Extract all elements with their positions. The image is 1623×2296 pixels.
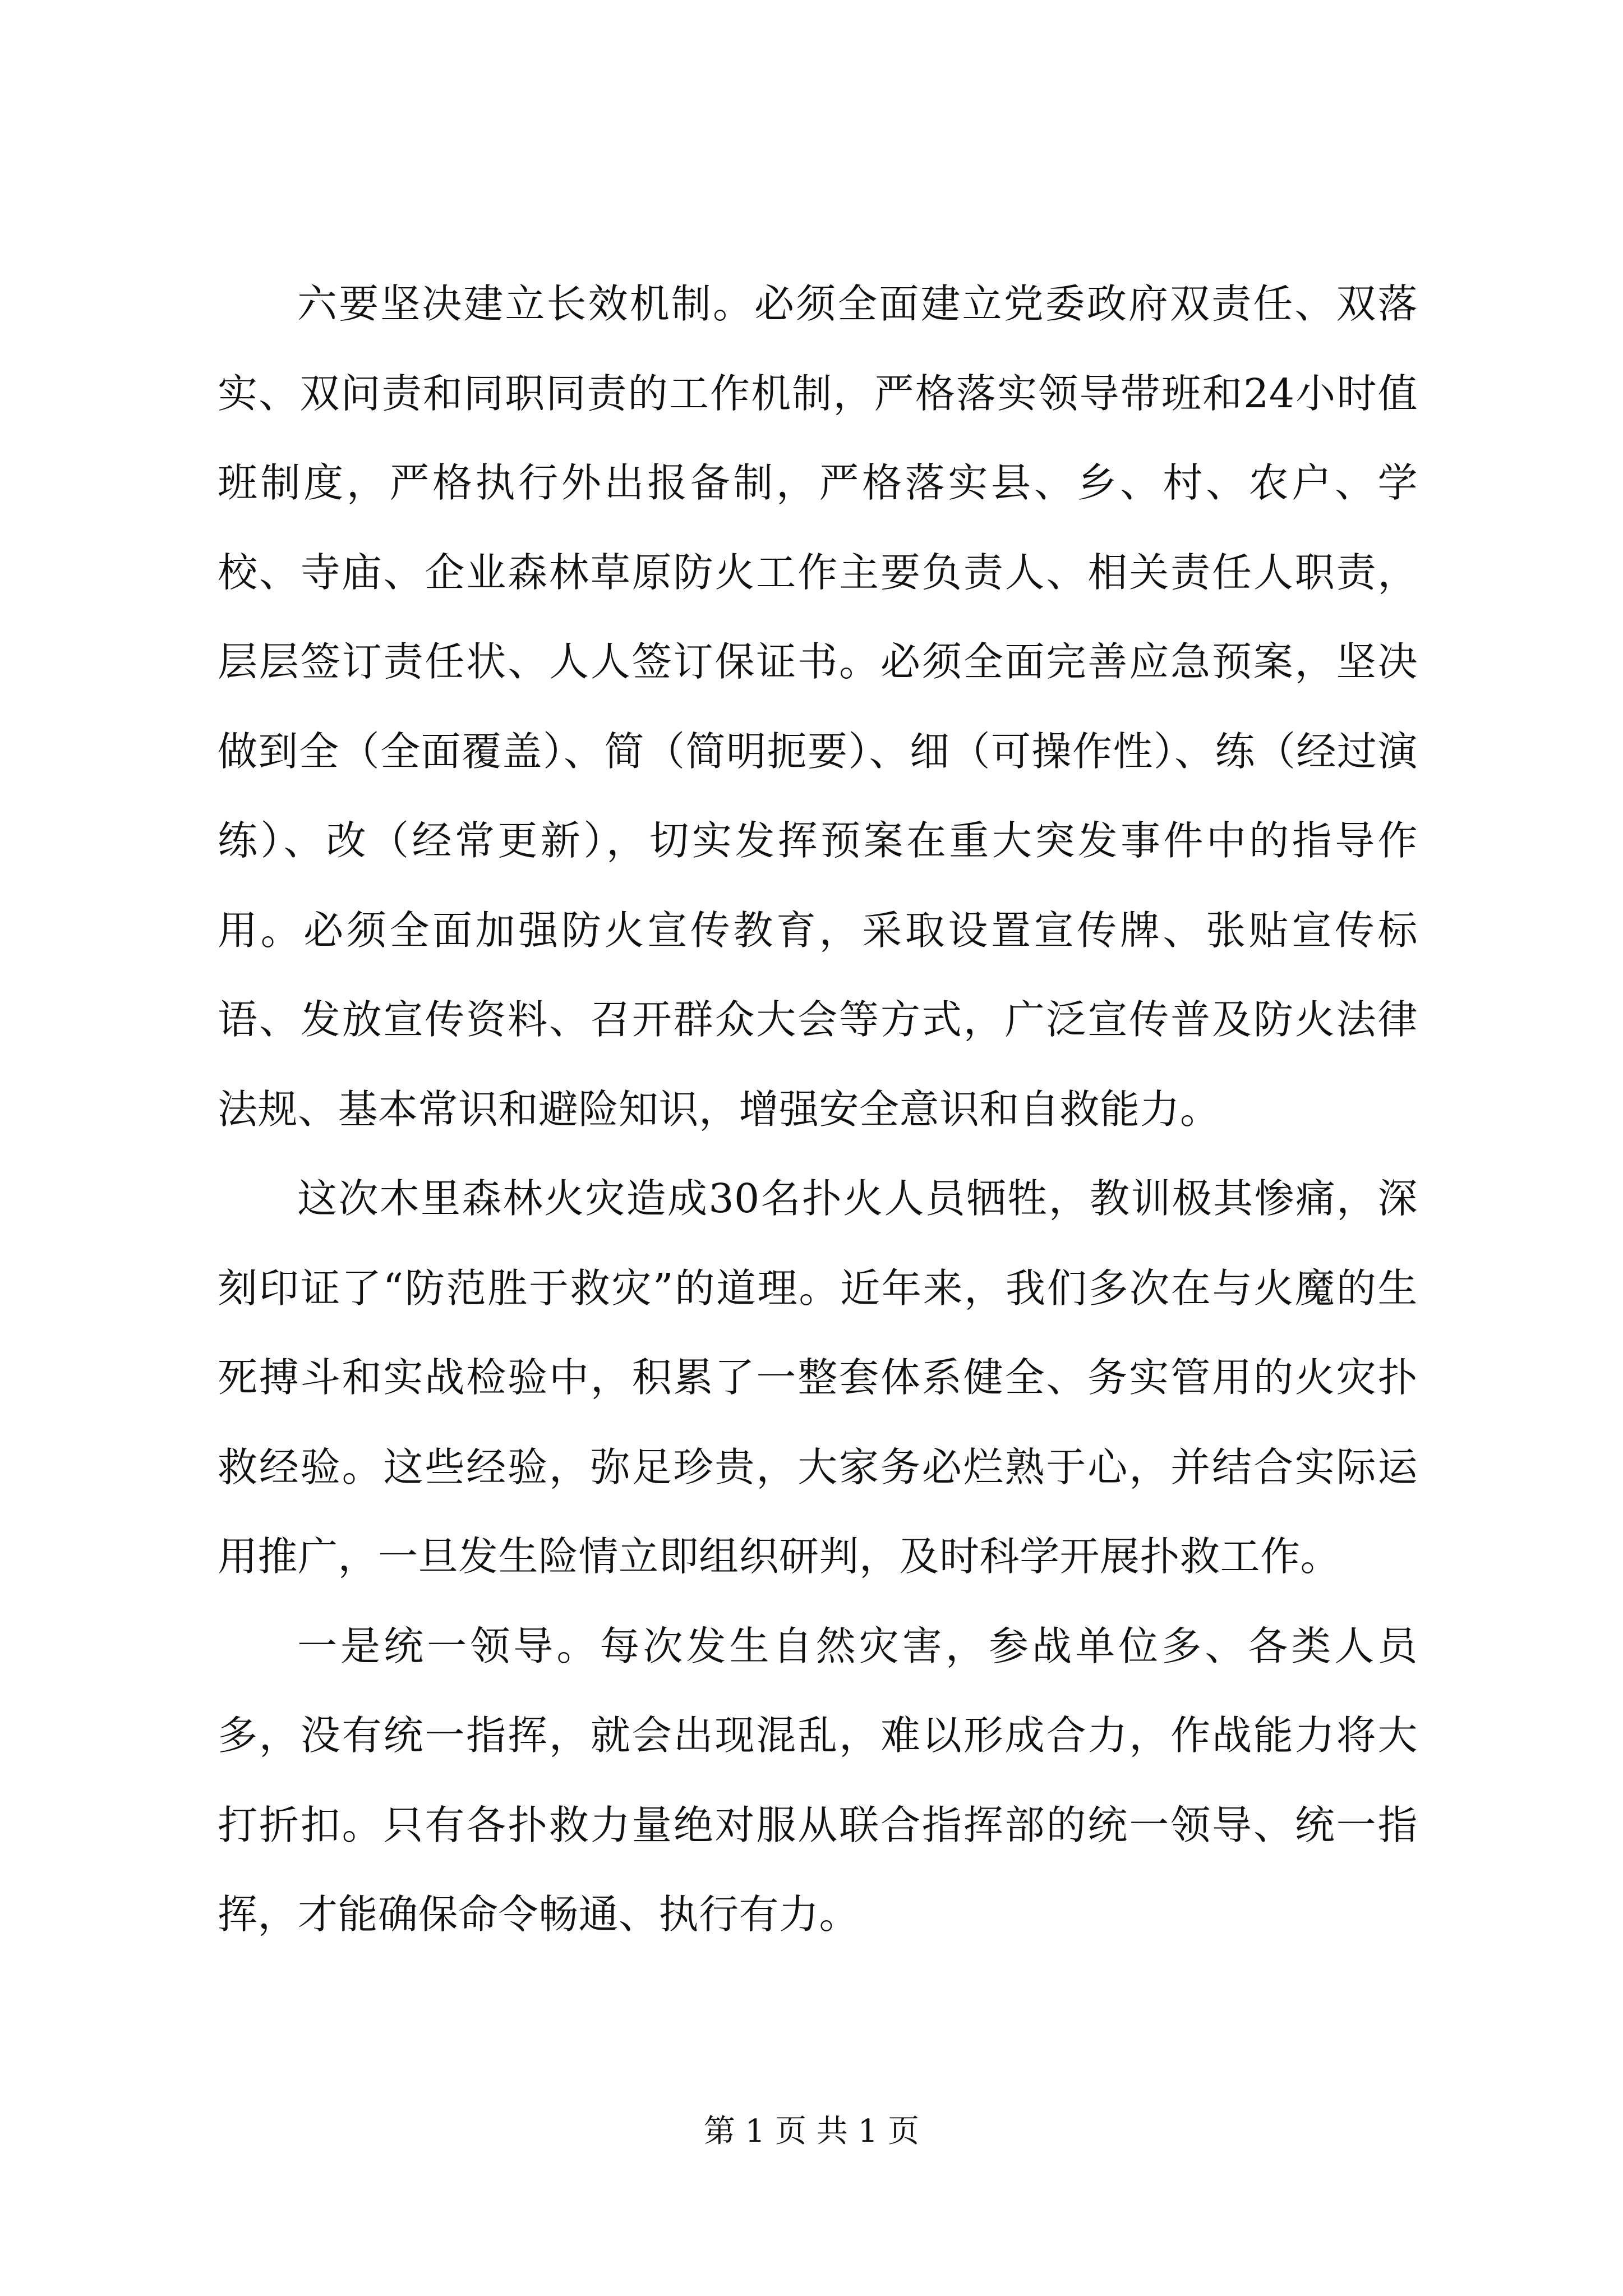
document-body [218, 259, 1418, 1959]
paragraph-muli-fire-lessons: 这次木里森林火灾造成30名扑火人员牺牲，教训极其惨痛，深刻印证了“防范胜于救灾”的道理。近年来，我们多次在与火魔的生死搏斗和实战检验中，积累了一整套体系健全、务实管用的火灾扑救经验。这些经验，弥足珍贵，大家务必烂熟于心，并结合实际运用推广，一旦发生险情立即组织研判，及时科学开展扑救工作。 [218, 1175, 1418, 1580]
paragraph-unified-leadership: 一是统一领导。每次发生自然灾害，参战单位多、各类人员多，没有统一指挥，就会出现混乱，难以形成合力，作战能力将大打折扣。只有各扑救力量绝对服从联合指挥部的统一领导、统一指挥，才能确保命令畅通、执行有力。 [218, 1622, 1418, 1938]
page-footer: 第 1 页 共 1 页 [703, 2113, 920, 2150]
paragraph-long-term-mechanism: 六要坚决建立长效机制。必须全面建立党委政府双责任、双落实、双问责和同职同责的工作机制，严格落实领导带班和24小时值班制度，严格执行外出报备制，严格落实县、乡、村、农户、学校、寺庙、企业森林草原防火工作主要负责人、相关责任人职责，层层签订责任状、人人签订保证书。必须全面完善应急预案，坚决做到全（全面覆盖）、简（简明扼要）、细（可操作性）、练（经过演练）、改（经常更新），切实发挥预案在重大突发事件中的指导作用。必须全面加强防火宣传教育，采取设置宣传牌、张贴宣传标语、发放宣传资料、召开群众大会等方式，广泛宣传普及防火法律法规、基本常识和避险知识，增强安全意识和自救能力。 [218, 280, 1418, 1133]
